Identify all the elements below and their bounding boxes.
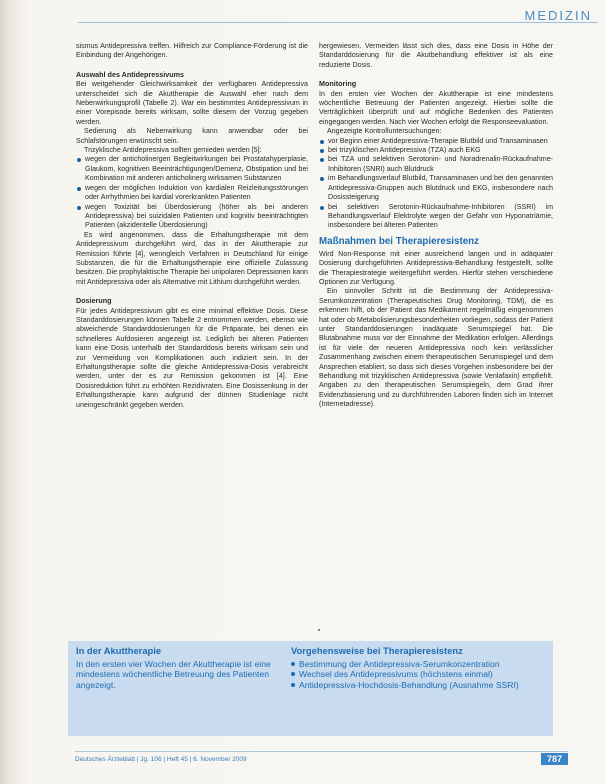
paragraph: Es wird angenommen, dass die Erhaltungstherapie mit dem Antidepressivum durchgeführt wird, das in der Akuttherapie zur Remission führte [4], wenngleich Verfahren in Deutschland für einige Substanzen, die für die Erhaltungstherapie eine offizielle Zulassung besitzen. Die prophylaktische Therapie bei unipolaren Depressionen kann mit Antidepressiva oder als Alternative mit Lithium durchgeführt werden.: [76, 230, 308, 286]
heading-dosierung: Dosierung: [76, 296, 112, 306]
page-footer: [75, 751, 568, 766]
header-rule: [78, 22, 598, 23]
list-item: bei trizyklischen Antidepressiva (TZA) auch EKG: [319, 146, 553, 155]
heading-monitoring: Monitoring: [319, 79, 357, 89]
list-item: im Behandlungsverlauf Blutbild, Transaminasen und bei den genannten Antidepressiva-Gruppen auch Blutdruck und EKG, insbesondere nach Dosissteigerung: [319, 174, 553, 202]
paragraph: Trizyklische Antidepressiva sollten gemieden werden [5]:: [84, 146, 262, 155]
right-intro: hergewiesen. Vermeiden lässt sich dies, dass eine Dosis in Höhe der Standarddosierung für die Akutbehandlung effektiver ist als eine reduzierte Dosis.: [319, 42, 553, 69]
list-item: wegen der anticholinergen Begleitwirkungen bei Prostatahyperplasie, Glaukom, kognitiven Beeinträchtigungen/Demenz, Obstipation und bei Kombination mit anderen anticholinerg wirksamen Substanzen: [76, 155, 308, 183]
list-item: wegen Toxizität bei Überdosierung (höher als bei anderen Antidepressiva) bei suizidalen Patienten und kognitiv beeinträchtigten Patienten (akzidentelle Überdosierung): [76, 203, 308, 231]
paragraph: Wird Non-Response mit einer ausreichend langen und in adäquater Dosierung durchgeführten Antidepressiva-Behandlung festgestellt, sollte die Therapiestrategie weitergeführt werden. Hierfür stehen verschiedene Optionen zur Verfügung.: [319, 249, 553, 286]
paragraph: Sedierung als Nebenwirkung kann anwendbar oder bei Schlafstörungen erwünscht sein.: [76, 127, 308, 145]
box-title: In der Akuttherapie: [76, 645, 162, 656]
left-column: [76, 42, 308, 410]
list-item: bei TZA und selektiven Serotonin- und Noradrenalin-Rückaufnahme-Inhibitoren (SNRI) auch Blutdruck: [319, 155, 553, 174]
paragraph: Bei weitgehender Gleichwirksamkeit der verfügbaren Antidepressiva unterscheidet sich die Akuttherapie die Auswahl eher nach dem Nebenwirkungsprofil (Tabelle 2). War ein bestimmtes Antidepressivum in einer Vorepisode bereits wirksam, sollte diesem der Vorzug gegeben werden.: [76, 80, 308, 126]
paragraph: Ein sinnvoller Schritt ist die Bestimmung der Antidepressiva-Serumkonzentration (Therapeutisches Drug Monitoring, TDM), die es erkennen hilft, ob der Patient das Medikament regelmäßig eingenommen hat oder ob Metabolisierungsbesonderheiten vorliegen, sodass der Patient unter Standarddosierungen inadäquate Serumspiegel hat. Die Blutabnahme muss vor der Einnahme der Medikation erfolgen. Allerdings ist für viele der neueren Antidepressiva noch kein verlässlicher Zusammenhang zwischen einem therapeutischen Serumspiegel und dem Ansprechen etabliert, so dass sich dieses Vorgehen insbesondere bei der Behandlung mit trizyklischen Antidepressiva (sowie Venlafaxin) empfiehlt. Angaben zu den therapeutischen Serumspiegeln, dem Grad ihrer Evidenzbasierung und zu durchführenden Laboren finden sich im Internet (Internetadresse).: [319, 287, 553, 409]
list-item: vor Beginn einer Antidepressiva-Therapie Blutbild und Transaminasen: [319, 137, 553, 146]
right-column: [319, 42, 553, 410]
summary-box-akuttherapie: [68, 641, 291, 736]
left-intro: sismus Antidepressiva treffen. Hilfreich zur Compliance-Förderung ist die Einbindung der Angehörigen.: [76, 42, 308, 60]
box-title: Vorgehensweise bei Therapieresistenz: [291, 645, 463, 656]
control-bullet-list: [319, 137, 553, 231]
box-text: In den ersten vier Wochen der Akuttherapie ist eine mindestens wöchentliche Betreuung des Patienten angezeigt.: [76, 659, 271, 690]
paragraph: Angezeigte Kontrolluntersuchungen:: [327, 127, 442, 136]
paragraph: Für jedes Antidepressivum gibt es eine minimal effektive Dosis. Diese Standarddosierungen können Tabelle 2 entnommen werden, ebenso wie abweichende Standarddosierungen für die Präparate, bei denen ein schnelleres Aufdosieren angezeigt ist. Lediglich bei älteren Patienten kann eine Dosis unterhalb der Standarddosis bereits wirksam sein und zur Vermeidung von Komplikationen auch indiziert sein. In der Erhaltungstherapie sollte die gleiche Antidepressiva-Dosis verabreicht werden, unter der es zur Remission gekommen ist [4]. Eine Dosisreduktion führt zu erhöhten Rezidivraten. Eine Dosissenkung in der Erhaltungstherapie kann aufgrund der dünnen Studienlage nicht uneingeschränkt gegeben werden.: [76, 306, 308, 409]
separator-dot: [318, 629, 320, 631]
heading-auswahl: Auswahl des Antidepressivums: [76, 69, 184, 79]
list-item: Wechsel des Antidepressivums (höchstens einmal): [291, 669, 545, 679]
section-label: MEDIZIN: [524, 8, 592, 23]
page-number: 787: [541, 753, 568, 765]
box-list: [283, 659, 553, 690]
list-item: wegen der möglichen Induktion von kardialen Reizleitungsstörungen oder Arrhythmien bei kardial vorerkrankten Patienten: [76, 184, 308, 203]
tza-bullet-list: [76, 155, 308, 230]
summary-box-therapieresistenz: [283, 641, 553, 736]
journal-citation: Deutsches Ärzteblatt | Jg. 106 | Heft 45 | 6. November 2009: [75, 756, 247, 763]
list-item: bei selektiven Serotonin-Rückaufnahme-Inhibitoren (SSRI) im Behandlungsverlauf Elektrolyte wegen der Gefahr von Hyponatriämie, insbesondere bei älteren Patienten: [319, 203, 553, 231]
paragraph: In den ersten vier Wochen der Akuttherapie ist eine mindestens wöchentliche Betreuung der Patienten angezeigt. Hierbei sollte die Verträglichkeit überprüft und auf mögliche Bedenken des Patienten eingegangen werden. Nach vier Wochen erfolgt die Responseevaluation.: [319, 89, 553, 126]
list-item: Antidepressiva-Hochdosis-Behandlung (Ausnahme SSRI): [291, 680, 545, 690]
list-item: Bestimmung der Antidepressiva-Serumkonzentration: [291, 659, 545, 669]
heading-therapieresistenz: Maßnahmen bei Therapieresistenz: [319, 235, 480, 247]
